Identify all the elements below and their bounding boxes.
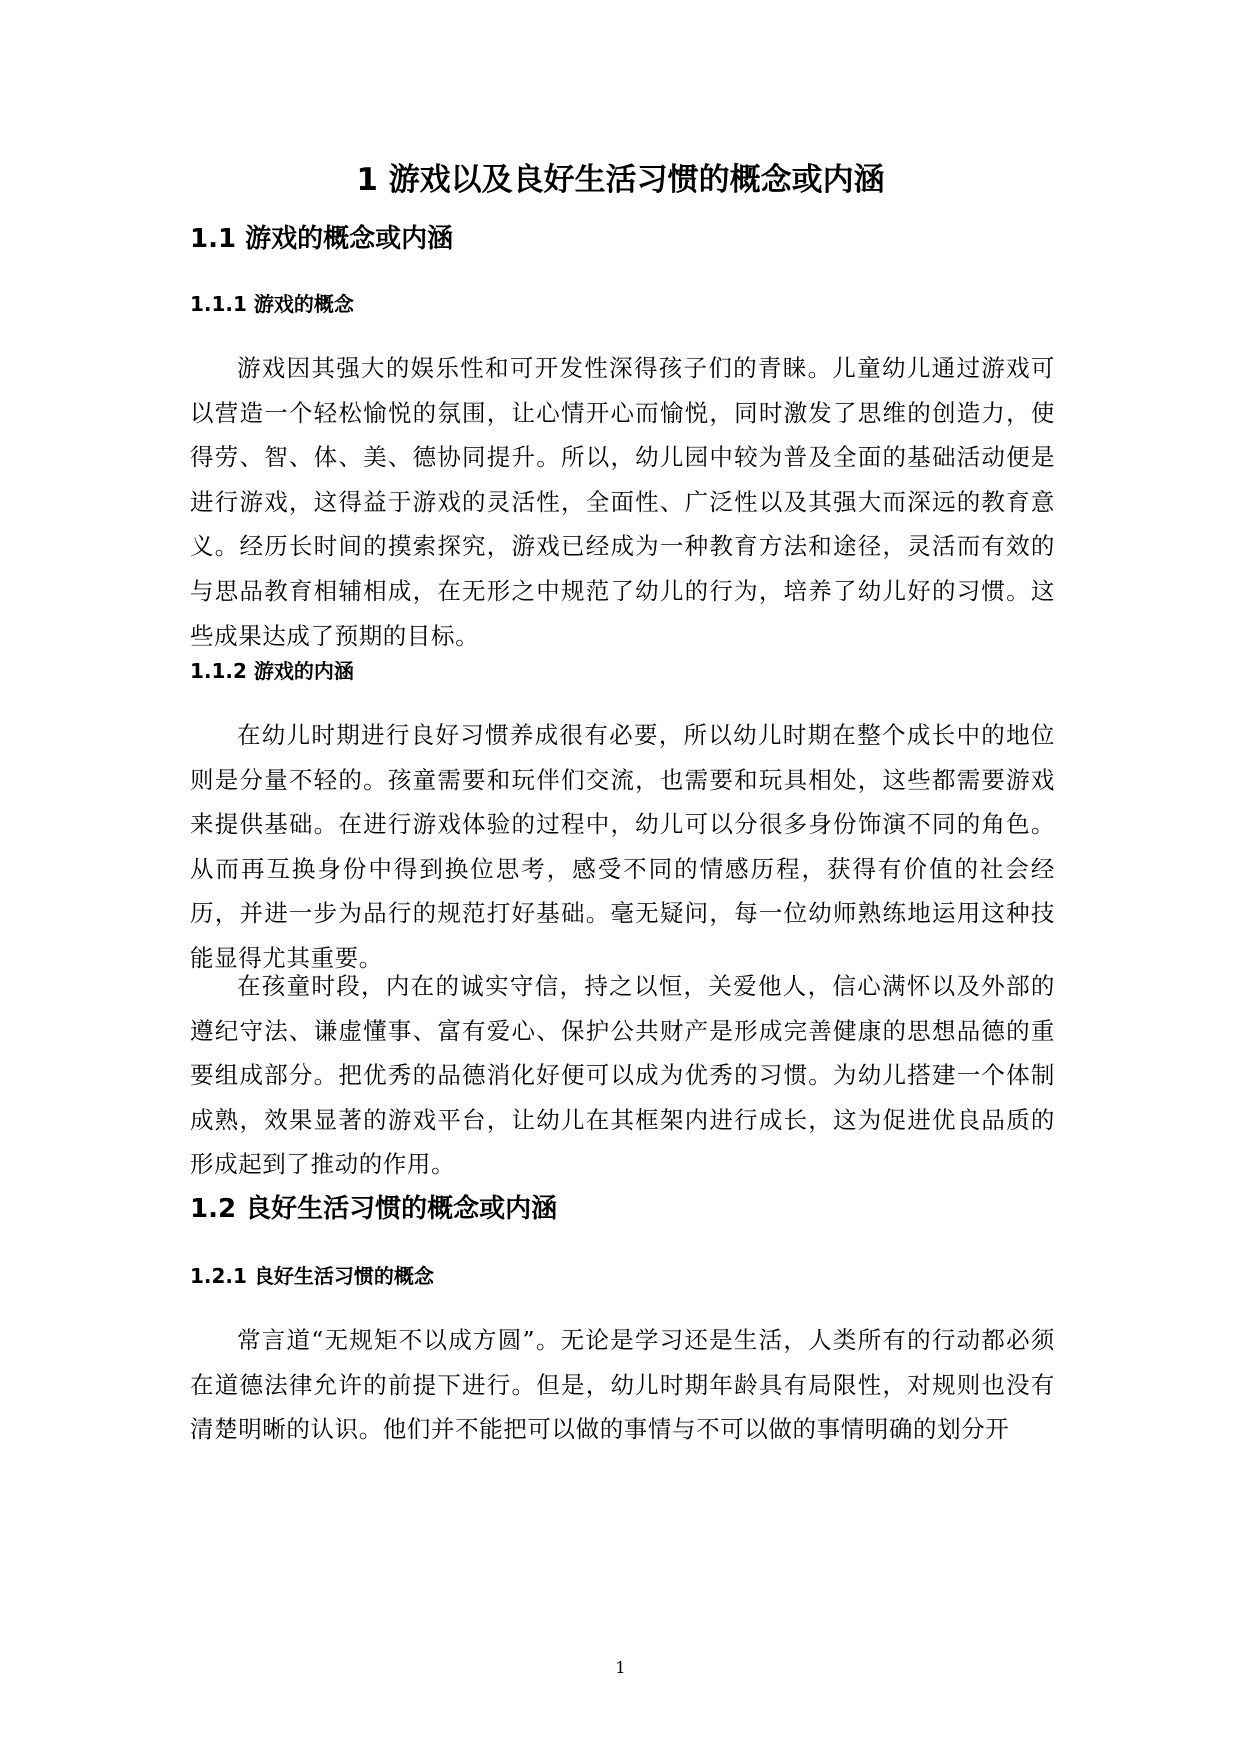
paragraph-1-1-2-b: 在孩童时段，内在的诚实守信，持之以恒，关爱他人，信心满怀以及外部的遵纪守法、谦虚懂事、富有爱心、保护公共财产是形成完善健康的思想品德的重要组成部分。把优秀的品德消化好便可以成为优秀的习惯。为幼儿搭建一个体制成熟，效果显著的游戏平台，让幼儿在其框架内进行成长，这为促进优良品质的形成起到了推动的作用。 [190,972,1055,1179]
chapter-title: 1 游戏以及良好生活习惯的概念或内涵 [356,162,885,198]
section-heading-1-1: 1.1 游戏的概念或内涵 [190,224,454,254]
section-heading-1-2: 1.2 良好生活习惯的概念或内涵 [190,1194,558,1224]
subsection-heading-1-1-1: 1.1.1 游戏的概念 [190,292,354,316]
paragraph-1-2-1: 常言道“无规矩不以成方圆”。无论是学习还是生活，人类所有的行动都必须在道德法律允许的前提下进行。但是，幼儿时期年龄具有局限性，对规则也没有清楚明晰的认识。他们并不能把可以做的事情与不可以做的事情明确的划分开 [190,1326,1055,1444]
page-number: 1 [615,1658,626,1677]
subsection-heading-1-1-2: 1.1.2 游戏的内涵 [190,659,354,683]
paragraph-1-1-1: 游戏因其强大的娱乐性和可开发性深得孩子们的青睐。儿童幼儿通过游戏可以营造一个轻松愉悦的氛围，让心情开心而愉悦，同时激发了思维的创造力，使得劳、智、体、美、德协同提升。所以，幼儿园中较为普及全面的基础活动便是进行游戏，这得益于游戏的灵活性，全面性、广泛性以及其强大而深远的教育意义。经历长时间的摸索探究，游戏已经成为一种教育方法和途径，灵活而有效的与思品教育相辅相成，在无形之中规范了幼儿的行为，培养了幼儿好的习惯。这些成果达成了预期的目标。 [190,354,1055,650]
subsection-heading-1-2-1: 1.2.1 良好生活习惯的概念 [190,1264,434,1288]
paragraph-1-1-2-a: 在幼儿时期进行良好习惯养成很有必要，所以幼儿时期在整个成长中的地位则是分量不轻的。孩童需要和玩伴们交流，也需要和玩具相处，这些都需要游戏来提供基础。在进行游戏体验的过程中，幼儿可以分很多身份饰演不同的角色。从而再互换身份中得到换位思考，感受不同的情感历程，获得有价值的社会经历，并进一步为品行的规范打好基础。毫无疑问，每一位幼师熟练地运用这种技能显得尤其重要。 [190,721,1055,972]
